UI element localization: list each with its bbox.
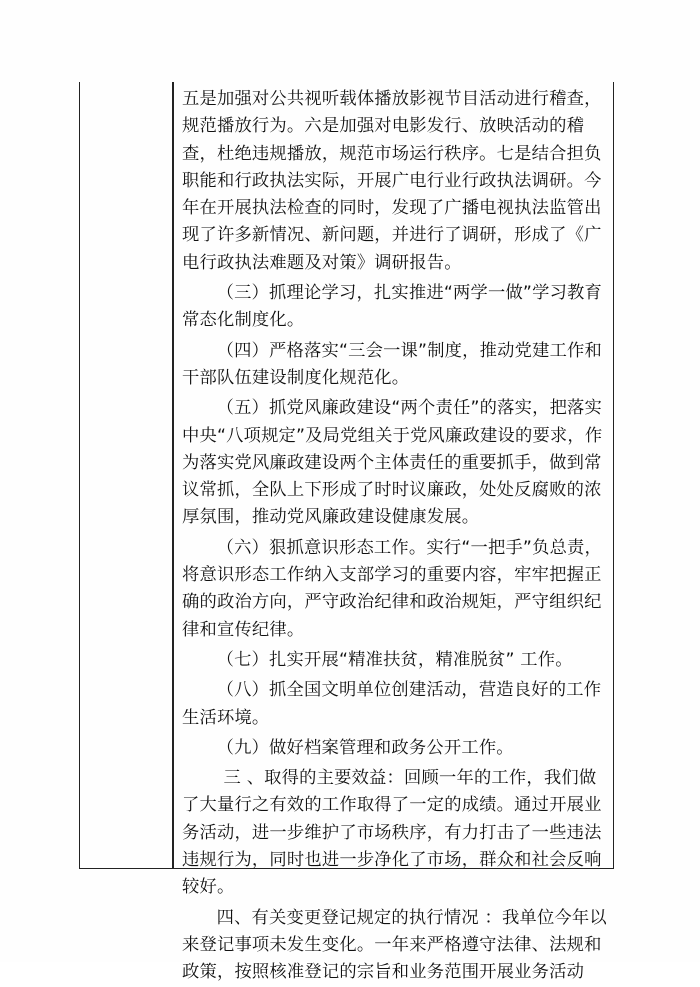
paragraph-three-meetings: （四）严格落实“三会一课”制度，推动党建工作和干部队伍建设制度化规范化。 [182, 340, 603, 388]
paragraph-archives: （九）做好档案管理和政务公开工作。 [216, 737, 514, 758]
table-content-cell [182, 86, 608, 987]
paragraph-main-benefits: 三 、取得的主要效益：回顾一年的工作，我们做了大量行之有效的工作取得了一定的成绩。通过开展业务活动，进一步维护了市场秩序，有力打击了一些违法违规行为，同时也进一步净化了市场，群众和社会反响较好。 [182, 768, 602, 898]
paragraph-theory-study: （三）抓理论学习，扎实推进“两学一做”学习教育常态化制度化。 [182, 283, 603, 331]
paragraph-poverty-alleviation: （七）扎实开展“精准扶贫，精准脱贫” 工作。 [216, 649, 573, 670]
table-column-divider [172, 82, 174, 868]
paragraph-enforcement-items: 五是加强对公共视听载体播放影视节目活动进行稽查，规范播放行为。六是加强对电影发行、放映活动的稽查，杜绝违规播放，规范市场运行秩序。七是结合担负职能和行政执法实际，开展广电行业行政执法调研。今年在开展执法检查的同时，发现了广播电视执法监管出现了许多新情况、新问题，并进行了调研，形成了《广电行政执法难题及对策》调研报告。 [182, 89, 602, 273]
paragraph-registration-changes: 四、有关变更登记规定的执行情况 ：我单位今年以来登记事项未发生变化。一年来严格遵守法律、法规和政策，按照核准登记的宗旨和业务范围开展业务活动 [182, 907, 607, 983]
paragraph-civilized-unit: （八）抓全国文明单位创建活动，营造良好的工作生活环境。 [182, 680, 602, 728]
paragraph-integrity-building: （五）抓党风廉政建设“两个责任”的落实，把落实中央“八项规定”及局党组关于党风廉政建设的要求，作为落实党风廉政建设两个主体责任的重要抓手，做到常议常抓，全队上下形成了时时议廉政，处处反腐败的浓厚氛围，推动党风廉政建设健康发展。 [182, 398, 603, 528]
report-table [79, 82, 614, 983]
paragraph-ideology-work: （六）狠抓意识形态工作。实行“一把手”负总责，将意识形态工作纳入支部学习的重要内容，牢牢把握正确的政治方向，严守政治纪律和政治规矩，严守组织纪律和宣传纪律。 [182, 537, 603, 640]
